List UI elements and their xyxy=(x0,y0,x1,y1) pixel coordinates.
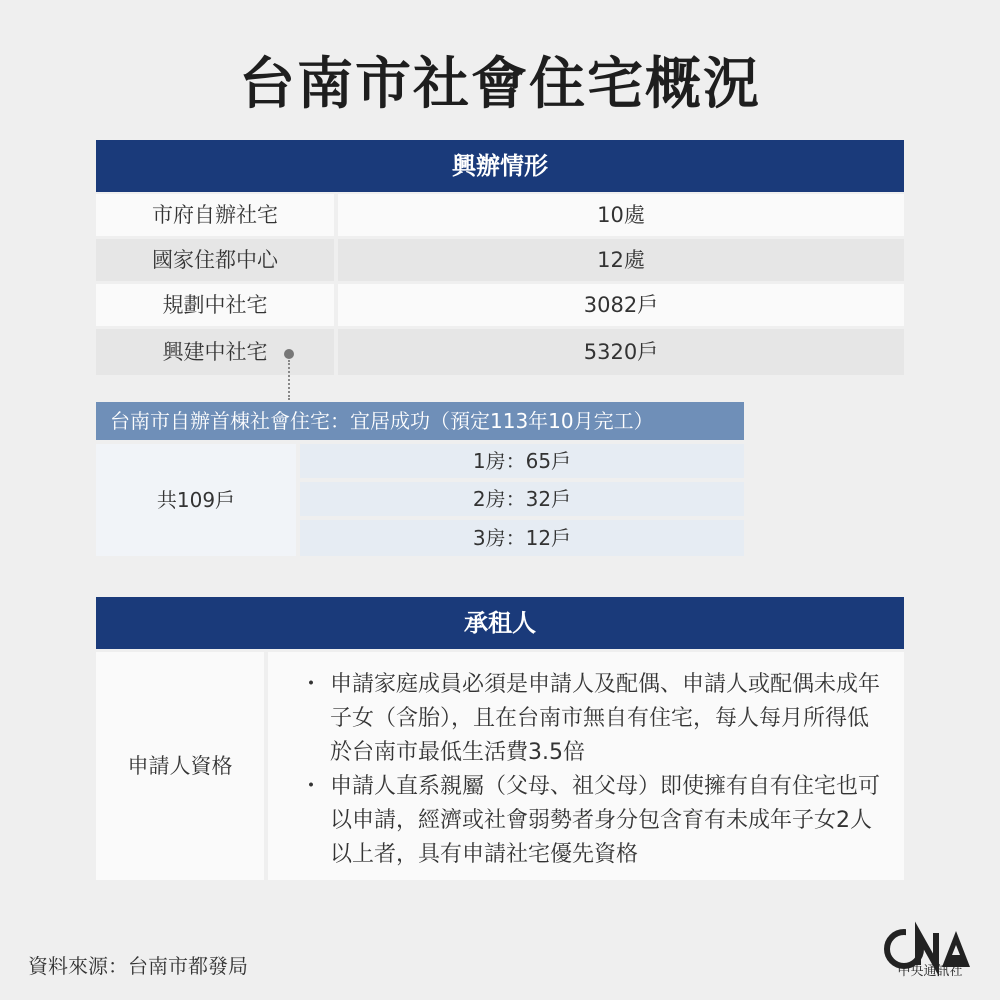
section-header-tenant: 承租人 xyxy=(96,597,904,649)
list-item: ・ 申請人直系親屬（父母、祖父母）即使擁有自有住宅也可以申請，經濟或社會弱勢者身分包含育有未成年子女2人以上者，具有申請社宅優先資格 xyxy=(300,770,890,872)
unit-row: 3房：12戶 xyxy=(300,520,744,556)
logo-caption: 中央通訊社 xyxy=(897,964,963,979)
source-note: 資料來源：台南市都發局 xyxy=(28,954,248,978)
page-title: 台南市社會住宅概況 xyxy=(239,52,761,117)
eligibility-list xyxy=(300,668,890,872)
row-label: 市府自辦社宅 xyxy=(96,194,334,236)
project-total: 共109戶 xyxy=(96,444,296,556)
row-label: 規劃中社宅 xyxy=(96,284,334,326)
row-value: 10處 xyxy=(338,194,904,236)
section-header-status: 興辦情形 xyxy=(96,140,904,192)
eligibility-label: 申請人資格 xyxy=(96,652,264,880)
project-header: 台南市自辦首棟社會住宅：宜居成功（預定113年10月完工） xyxy=(96,402,744,440)
row-label: 國家住都中心 xyxy=(96,239,334,281)
list-item: ・ 申請家庭成員必須是申請人及配偶、申請人或配偶未成年子女（含胎），且在台南市無自有住宅，每人每月所得低於台南市最低生活費3.5倍 xyxy=(300,668,890,770)
connector-dot xyxy=(284,349,294,359)
unit-row: 1房：65戶 xyxy=(300,444,744,478)
row-value: 12處 xyxy=(338,239,904,281)
connector-line xyxy=(288,360,290,400)
unit-row: 2房：32戶 xyxy=(300,482,744,516)
row-value: 5320戶 xyxy=(338,329,904,375)
row-label: 興建中社宅 xyxy=(96,329,334,375)
row-value: 3082戶 xyxy=(338,284,904,326)
